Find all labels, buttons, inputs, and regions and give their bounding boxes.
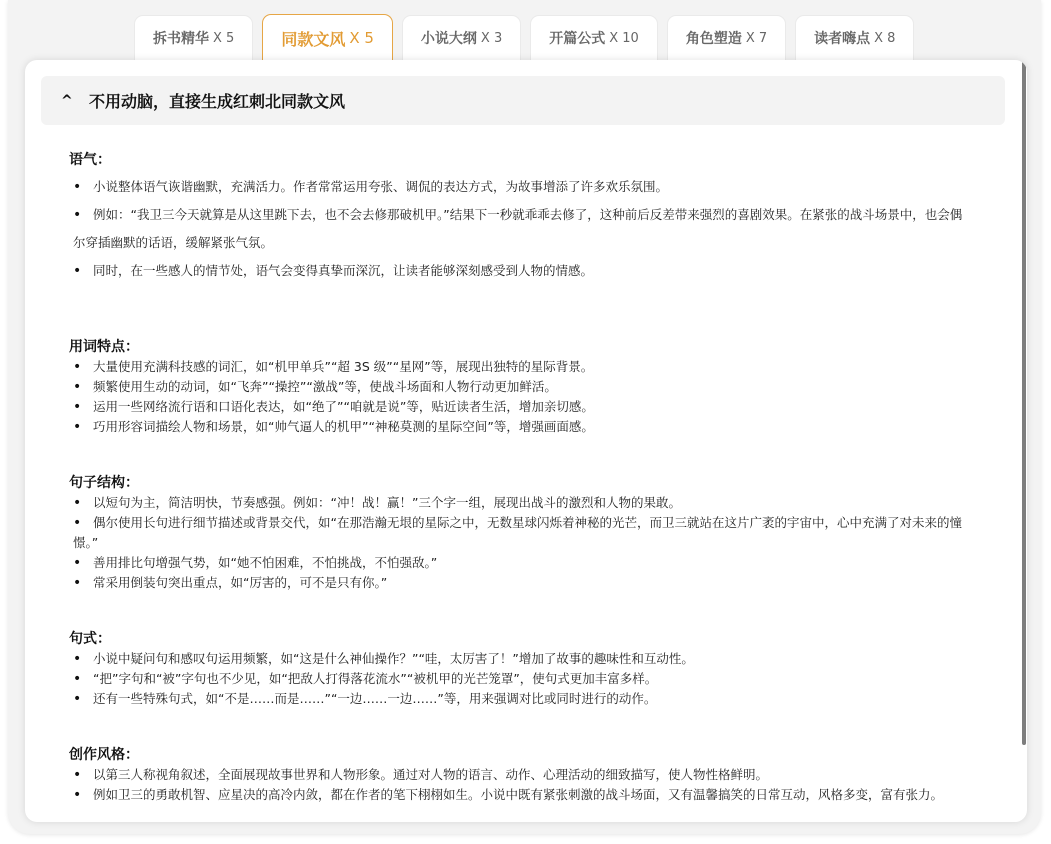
list-item: • 例如：“我卫三今天就算是从这里跳下去，也不会去修那破机甲。”结果下一秒就乖乖去修了，这种前后反差带来强烈的喜剧效果。在紧张的战斗场景中，也会偶尔穿插幽默的话语，缓解紧张气氛。 xyxy=(69,201,974,257)
collapse-caret-icon[interactable]: ^ xyxy=(61,92,73,109)
list-item: • 偶尔使用长句进行细节描述或背景交代，如“在那浩瀚无垠的星际之中，无数星球闪烁着神秘的光芒，而卫三就站在这片广袤的宇宙中，心中充满了对未来的憧憬。” xyxy=(69,513,974,553)
tab-label: 小说大纲 xyxy=(420,31,477,47)
section-tone xyxy=(69,150,974,285)
section-heading: 句子结构： xyxy=(69,475,139,491)
list-item: • 常采用倒装句突出重点，如“厉害的，可不是只有你。” xyxy=(69,573,974,593)
bullet-list xyxy=(69,173,974,285)
bullet-list xyxy=(69,357,974,437)
list-item: • 以短句为主，简洁明快，节奏感强。例如：“冲！战！赢！”三个字一组，展现出战斗的激烈和人物的果敢。 xyxy=(69,493,974,513)
tab-label: 读者嗨点 xyxy=(814,31,871,47)
tab-label: 角色塑造 xyxy=(685,31,742,47)
section-heading: 用词特点： xyxy=(69,339,139,355)
scrollbar[interactable] xyxy=(1022,61,1026,745)
content-card xyxy=(25,60,1027,822)
section-heading: 语气： xyxy=(69,152,111,168)
bullet-list xyxy=(69,493,974,593)
tab-label: 开篇公式 xyxy=(549,31,606,47)
tab-count: X 5 xyxy=(213,30,235,46)
tab-same-style[interactable] xyxy=(262,14,393,61)
section-writing-style xyxy=(69,745,974,805)
tab-count: X 3 xyxy=(480,30,503,46)
list-item: • 运用一些网络流行语和口语化表达，如“绝了”“咱就是说”等，贴近读者生活，增加亲切感。 xyxy=(69,397,974,417)
list-item: • 大量使用充满科技感的词汇，如“机甲单兵”“超 3S 级”“星网”等，展现出独特的星际背景。 xyxy=(69,357,974,377)
list-item: • “把”字句和“被”字句也不少见，如“把敌人打得落花流水”“被机甲的光芒笼罩”，使句式更加丰富多样。 xyxy=(69,669,974,689)
bullet-list xyxy=(69,649,974,709)
bullet-list xyxy=(69,765,974,805)
tab-bar xyxy=(134,15,914,61)
section-sentence-structure xyxy=(69,473,974,593)
list-item: • 例如卫三的勇敢机智、应星决的高冷内敛，都在作者的笔下栩栩如生。小说中既有紧张刺激的战斗场面，又有温馨搞笑的日常互动，风格多变，富有张力。 xyxy=(69,785,974,805)
section-sentence-patterns xyxy=(69,629,974,709)
section-heading: 句式： xyxy=(69,631,111,647)
tab-book-essence[interactable] xyxy=(134,15,253,60)
list-item: • 以第三人称视角叙述，全面展现故事世界和人物形象。通过对人物的语言、动作、心理活动的细致描写，使人物性格鲜明。 xyxy=(69,765,974,785)
tab-character-building[interactable] xyxy=(667,15,786,60)
list-item: • 同时，在一些感人的情节处，语气会变得真挚而深沉，让读者能够深刻感受到人物的情感。 xyxy=(69,257,974,285)
tab-opening-formula[interactable] xyxy=(530,15,658,60)
tab-count: X 5 xyxy=(349,29,374,47)
collapse-header[interactable] xyxy=(41,76,1005,125)
section-title: 不用动脑，直接生成红刺北同款文风 xyxy=(89,92,346,111)
tab-count: X 10 xyxy=(609,30,639,46)
list-item: • 还有一些特殊句式，如“不是……而是……”“一边……一边……”等，用来强调对比或同时进行的动作。 xyxy=(69,689,974,709)
list-item: • 小说中疑问句和感叹句运用频繁，如“这是什么神仙操作？”“哇，太厉害了！”增加了故事的趣味性和互动性。 xyxy=(69,649,974,669)
tab-label: 同款文风 xyxy=(281,29,346,49)
section-heading: 创作风格： xyxy=(69,747,139,763)
tab-count: X 7 xyxy=(745,30,768,46)
style-analysis xyxy=(69,150,974,805)
list-item: • 频繁使用生动的动词，如“飞奔”“操控”“激战”等，使战斗场面和人物行动更加鲜活。 xyxy=(69,377,974,397)
list-item: • 善用排比句增强气势，如“她不怕困难，不怕挑战，不怕强敌。” xyxy=(69,553,974,573)
section-wording xyxy=(69,337,974,437)
tab-count: X 8 xyxy=(874,30,896,46)
list-item: • 小说整体语气诙谐幽默，充满活力。作者常常运用夸张、调侃的表达方式，为故事增添了许多欢乐氛围。 xyxy=(69,173,974,201)
tab-reader-highlights[interactable] xyxy=(795,15,914,60)
list-item: • 巧用形容词描绘人物和场景，如“帅气逼人的机甲”“神秘莫测的星际空间”等，增强画面感。 xyxy=(69,417,974,437)
tab-novel-outline[interactable] xyxy=(402,15,521,60)
tab-label: 拆书精华 xyxy=(153,31,209,47)
